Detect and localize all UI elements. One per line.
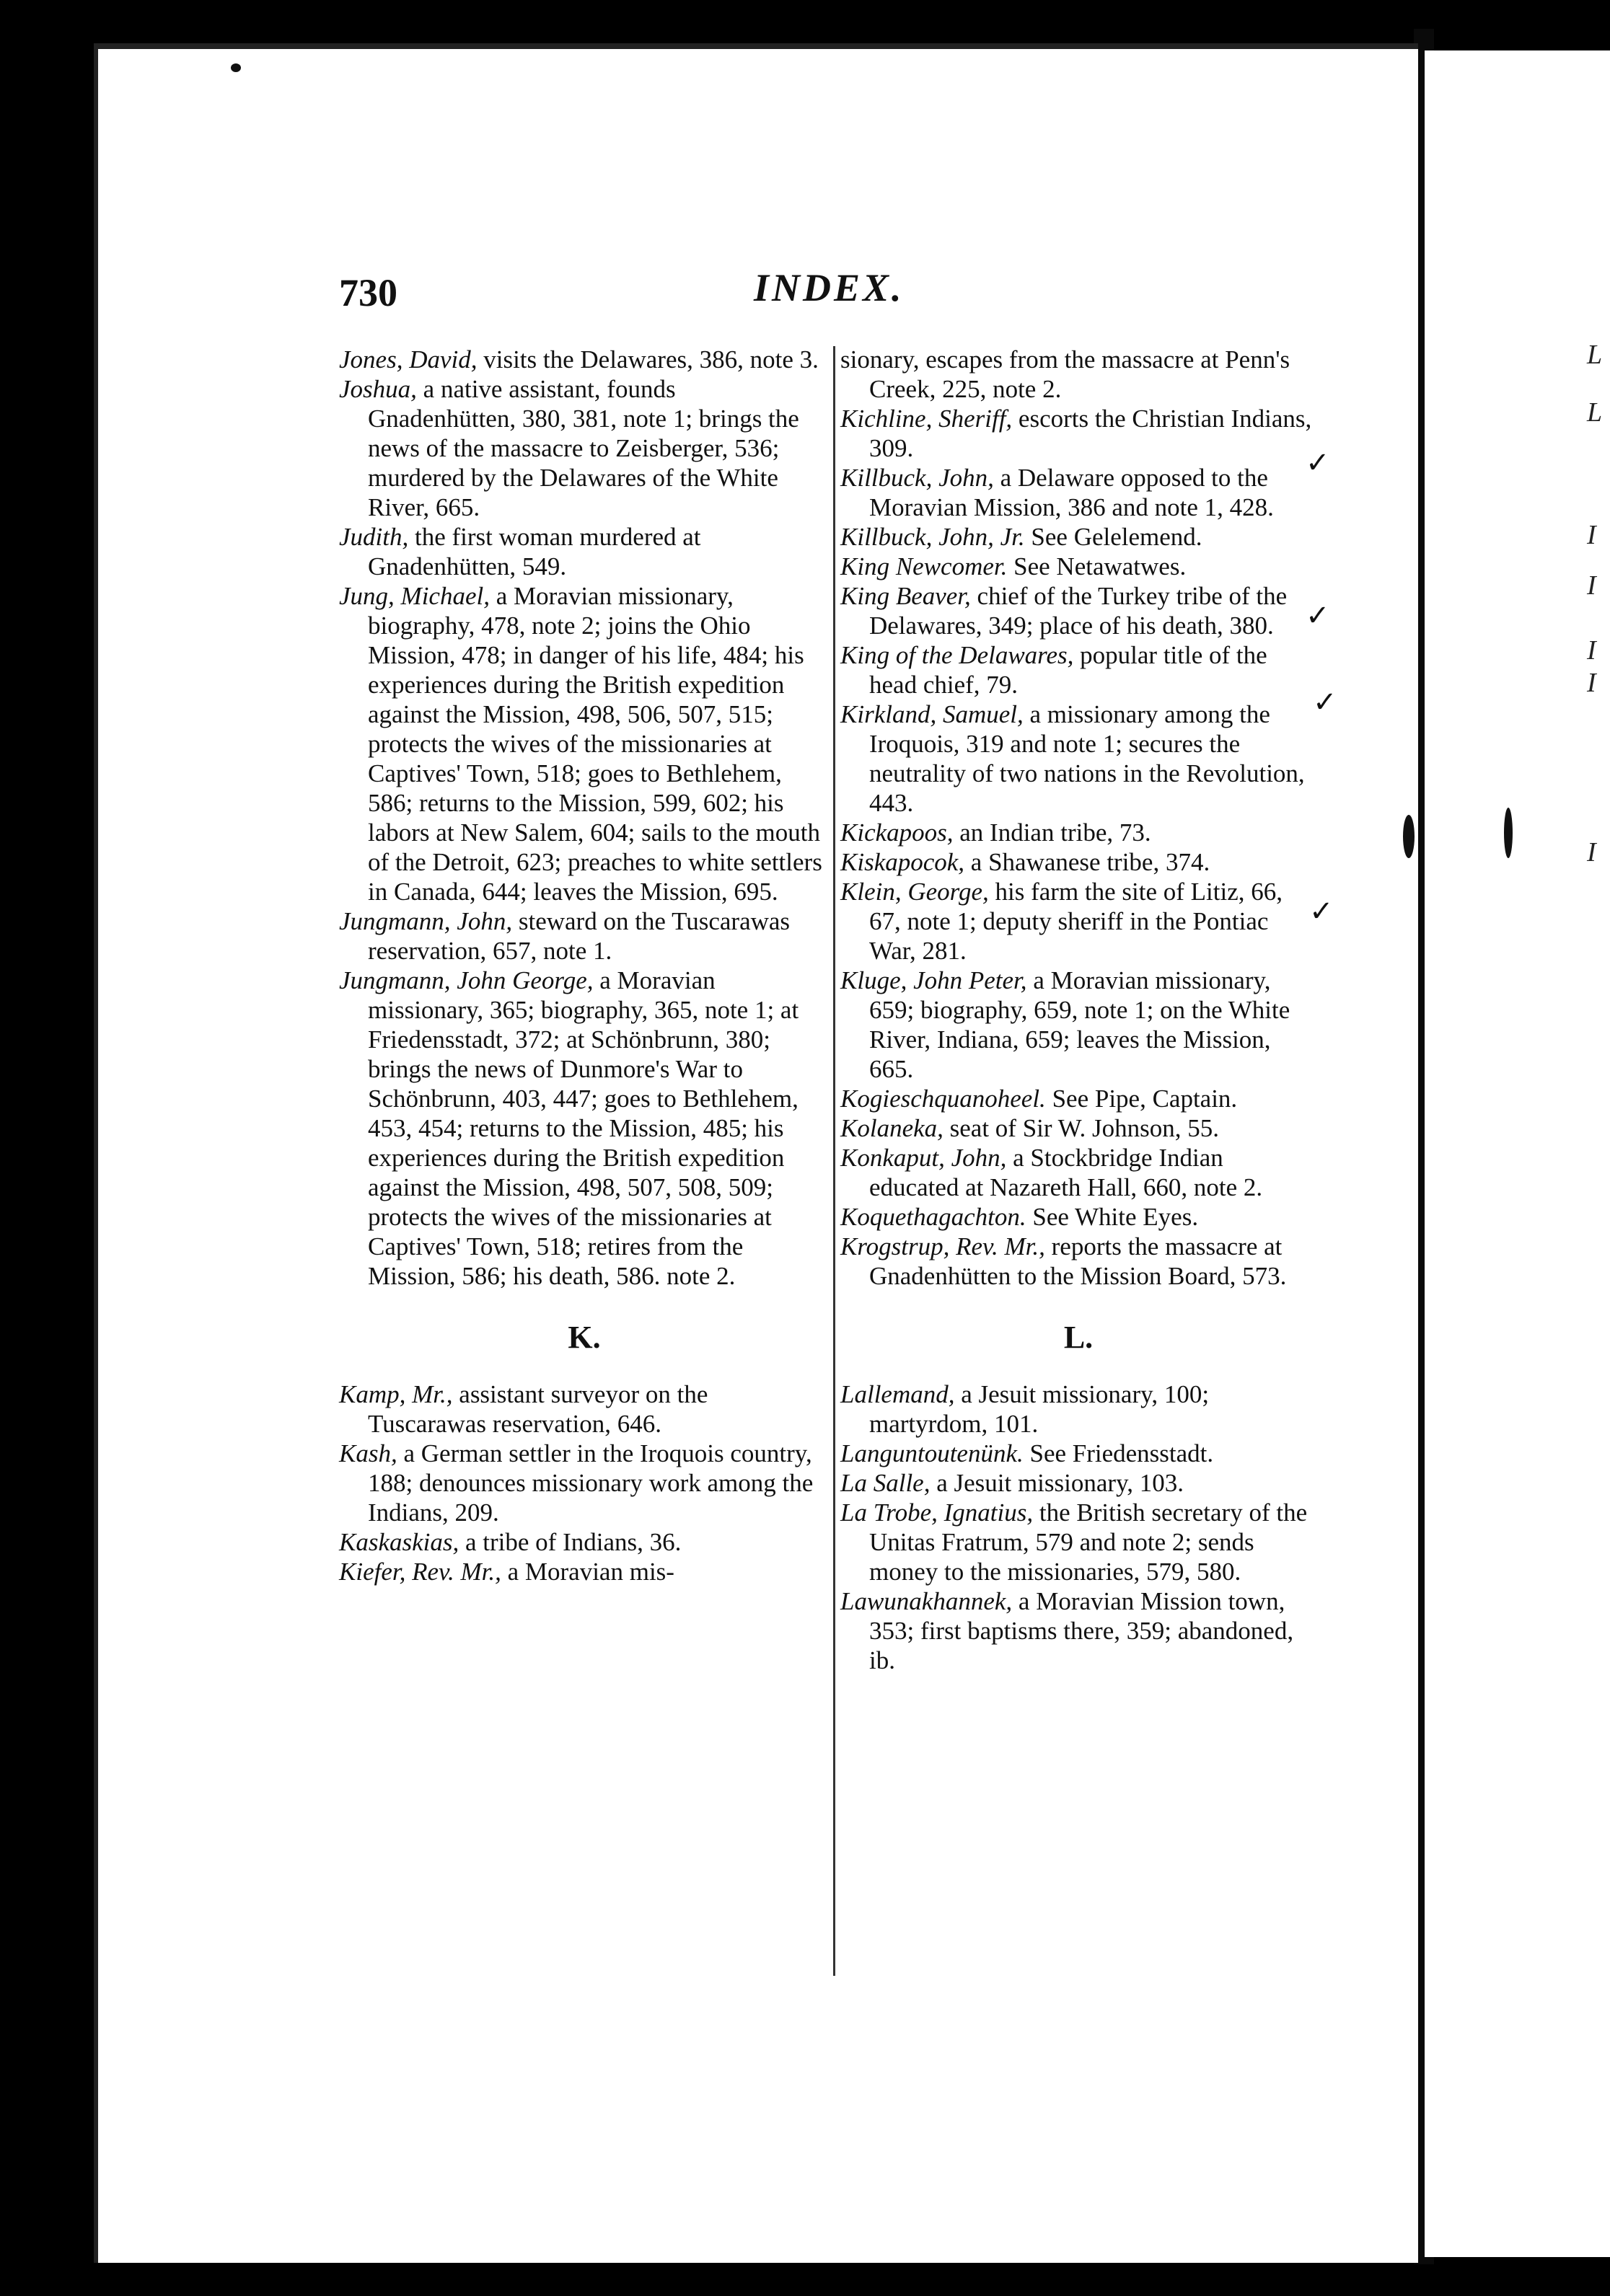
facing-page-letter: I	[1587, 635, 1596, 666]
index-entry	[840, 847, 1316, 877]
index-entry	[840, 1143, 1316, 1202]
index-text: a Shawanese tribe, 374.	[964, 848, 1210, 876]
index-entry	[840, 1202, 1316, 1232]
index-text: the first woman murdered at Gnadenhütten, 549.	[368, 523, 701, 580]
index-entry	[840, 1439, 1316, 1468]
index-headword: Jones, David,	[339, 345, 478, 374]
index-entry	[840, 581, 1316, 640]
index-entry	[840, 1498, 1316, 1586]
right-entries	[840, 345, 1316, 1291]
index-entry	[840, 522, 1316, 552]
index-headword: Kichline, Sheriff,	[840, 405, 1013, 433]
index-headword: Kirkland, Samuel,	[840, 700, 1024, 728]
index-text: chief of the Turkey tribe of the Delawares, 349; place of his death, 380.	[869, 582, 1288, 640]
index-headword: Lawunakhannek,	[840, 1587, 1013, 1615]
index-text: See Gelelemend.	[1024, 523, 1202, 551]
index-text: popular title of the head chief, 79.	[869, 641, 1267, 699]
index-entry	[339, 374, 830, 522]
index-headword: Lallemand,	[840, 1380, 955, 1408]
facing-page-edge	[1425, 50, 1610, 2257]
index-entry	[339, 1379, 830, 1439]
index-text: seat of Sir W. Johnson, 55.	[943, 1114, 1219, 1142]
index-entry	[840, 552, 1316, 581]
index-headword: Jungmann, John,	[339, 907, 513, 935]
ink-blot	[1504, 808, 1513, 858]
index-headword: Krogstrup, Rev. Mr.,	[840, 1232, 1045, 1260]
index-text: a Moravian missionary, biography, 478, note 2; joins the Ohio Mission, 478; in danger of his life, 484; his experiences during the British expedition against the Mission, 498, 506, 507, 515; protects the wives of the missionaries at Captives' Town, 518; goes to Bethlehem, 586; returns to the Mission, 599, 602; his labors at New Salem, 604; sails to the mouth of the Detroit, 623; preaches to white settlers in Canada, 644; leaves the Mission, 695.	[368, 582, 822, 906]
index-entry	[339, 1557, 830, 1586]
index-entry	[840, 463, 1316, 522]
index-headword: Kamp, Mr.,	[339, 1380, 453, 1408]
index-text: a Stockbridge Indian educated at Nazareth Hall, 660, note 2.	[869, 1144, 1263, 1201]
index-headword: Kiskapocok,	[840, 848, 965, 876]
index-entry	[339, 522, 830, 581]
index-text: See White Eyes.	[1026, 1203, 1199, 1231]
index-entry	[840, 699, 1316, 818]
section-heading-l: L.	[1063, 1320, 1094, 1355]
page-number: 730	[339, 271, 397, 314]
index-headword: La Trobe, Ignatius,	[840, 1498, 1034, 1527]
index-entry	[840, 1586, 1316, 1675]
index-text: a Moravian missionary, 659; biography, 659, note 1; on the White River, Indiana, 659; leaves the Mission, 665.	[869, 966, 1290, 1083]
index-entry	[339, 966, 830, 1291]
index-headword: Judith,	[339, 523, 409, 551]
index-headword: Koquethagachton.	[840, 1203, 1026, 1231]
index-headword: Killbuck, John,	[840, 464, 994, 492]
index-text: a missionary among the Iroquois, 319 and note 1; secures the neutrality of two nations in the Revolution, 443.	[869, 700, 1305, 817]
index-headword: Kolaneka,	[840, 1114, 943, 1142]
index-headword: La Salle,	[840, 1469, 931, 1497]
index-headword: Kaskaskias,	[339, 1528, 459, 1556]
index-entry	[840, 1468, 1316, 1498]
index-entry	[840, 1379, 1316, 1439]
check-mark-icon: ✓	[1313, 686, 1337, 718]
index-text: a Moravian mis-	[501, 1558, 674, 1586]
index-text: sionary, escapes from the massacre at Penn's Creek, 225, note 2.	[840, 345, 1290, 403]
index-text: the British secretary of the Unitas Fratrum, 579 and note 2; sends money to the missionaries, 579, 580.	[869, 1498, 1308, 1586]
check-mark-icon: ✓	[1306, 599, 1330, 632]
index-text: escorts the Christian Indians, 309.	[869, 405, 1312, 462]
index-headword: King of the Delawares,	[840, 641, 1074, 669]
index-headword: Kickapoos,	[840, 818, 954, 847]
index-text: See Pipe, Captain.	[1045, 1085, 1238, 1113]
index-headword: Joshua,	[339, 375, 417, 403]
index-text: steward on the Tuscarawas reservation, 657, note 1.	[368, 907, 791, 965]
ink-speck	[231, 63, 241, 72]
index-text: visits the Delawares, 386, note 3.	[477, 345, 819, 374]
ink-blot	[1403, 815, 1415, 858]
index-entry	[840, 966, 1316, 1084]
index-entry	[840, 404, 1316, 463]
index-entry	[339, 1439, 830, 1527]
facing-page-letter: I	[1587, 570, 1596, 601]
index-entry	[840, 1084, 1316, 1113]
index-text: an Indian tribe, 73.	[953, 818, 1151, 847]
column-rule	[833, 346, 835, 1976]
left-k-entries	[339, 1379, 830, 1586]
index-headword: Jungmann, John George,	[339, 966, 594, 994]
index-headword: Klein, George,	[840, 878, 989, 906]
facing-page-letter: I	[1587, 520, 1596, 550]
index-headword: Jung, Michael,	[339, 582, 490, 610]
index-text: a German settler in the Iroquois country, 188; denounces missionary work among the Indians, 209.	[368, 1439, 814, 1527]
check-mark-icon: ✓	[1306, 446, 1330, 479]
index-entry	[339, 1527, 830, 1557]
index-entry	[339, 345, 830, 374]
index-entry	[840, 818, 1316, 847]
index-headword: Kluge, John Peter,	[840, 966, 1027, 994]
left-column	[339, 345, 830, 1586]
facing-page-letter: L	[1587, 397, 1603, 428]
index-text: See Friedensstadt.	[1023, 1439, 1214, 1467]
index-text: See Netawatwes.	[1007, 552, 1187, 580]
facing-page-letter: I	[1587, 668, 1596, 698]
index-headword: King Newcomer.	[840, 552, 1008, 580]
index-headword: Kogieschquanoheel.	[840, 1085, 1046, 1113]
index-text: assistant surveyor on the Tuscarawas reservation, 646.	[368, 1380, 708, 1438]
index-headword: Kash,	[339, 1439, 397, 1467]
index-headword: Languntoutenünk.	[840, 1439, 1024, 1467]
left-entries	[339, 345, 830, 1291]
index-entry	[840, 640, 1316, 699]
index-text: a Delaware opposed to the Moravian Mission, 386 and note 1, 428.	[869, 464, 1274, 521]
index-text: a Jesuit missionary, 103.	[930, 1469, 1184, 1497]
index-headword: King Beaver,	[840, 582, 971, 610]
index-entry	[840, 345, 1316, 404]
check-mark-icon: ✓	[1309, 895, 1334, 927]
index-text: a native assistant, founds Gnadenhütten, 380, 381, note 1; brings the news of the massacre to Zeisberger, 536; murdered by the Delawares of the White River, 665.	[368, 375, 799, 521]
index-text: reports the massacre at Gnadenhütten to the Mission Board, 573.	[869, 1232, 1287, 1290]
index-headword: Konkaput, John,	[840, 1144, 1007, 1172]
index-entry	[840, 877, 1316, 966]
index-entry	[840, 1113, 1316, 1143]
index-entry	[840, 1232, 1316, 1291]
index-headword: Kiefer, Rev. Mr.,	[339, 1558, 501, 1586]
index-text: a Jesuit missionary, 100; martyrdom, 101.	[869, 1380, 1210, 1438]
right-l-entries	[840, 1379, 1316, 1675]
running-head: INDEX.	[754, 266, 905, 309]
index-text: his farm the site of Litiz, 66, 67, note 1; deputy sheriff in the Pontiac War, 281.	[869, 878, 1283, 965]
index-text: a tribe of Indians, 36.	[459, 1528, 682, 1556]
facing-page-letter: I	[1587, 837, 1596, 867]
index-headword: Killbuck, John, Jr.	[840, 523, 1025, 551]
index-entry	[339, 906, 830, 966]
index-text: a Moravian Mission town, 353; first baptisms there, 359; abandoned, ib.	[869, 1587, 1294, 1674]
index-text: a Moravian missionary, 365; biography, 365, note 1; at Friedensstadt, 372; at Schönbrunn, 380; brings the news of Dunmore's War to Schönbrunn, 403, 447; goes to Bethlehem, 453, 454; returns to the Mission, 485; his experiences during the British expedition against the Mission, 498, 507, 508, 509; protects the wives of the missionaries at Captives' Town, 518; retires from the Mission, 586; his death, 586. note 2.	[368, 966, 799, 1290]
right-column	[840, 345, 1316, 1675]
section-heading-k: K.	[568, 1320, 601, 1355]
index-entry	[339, 581, 830, 906]
facing-page-letter: L	[1587, 340, 1603, 370]
